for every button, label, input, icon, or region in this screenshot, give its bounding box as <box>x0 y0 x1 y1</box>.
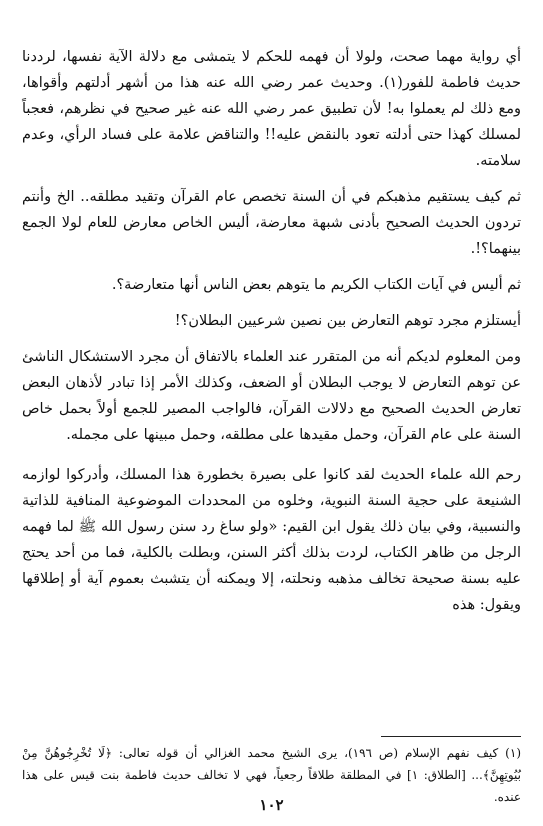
paragraph-3: ثم أليس في آيات الكتاب الكريم ما يتوهم بعض الناس أنها متعارضة؟. <box>111 277 521 293</box>
paragraph-6: رحم الله علماء الحديث لقد كانوا على بصيرة بخطورة هذا المسلك، وأدركوا لوازمه الشنيعة على حجية السنة النبوية، وخلوه من المحددات الموضوعية المنافية للذاتية والنسبية، وفي بيان ذلك يقول ابن القيم: «ولو ساغ رد سنن رسول الله ﷺ لما فهمه الرجل من ظاهر الكتاب، لردت بذلك أكثر السنن، وبطلت بالكلية، فما من أحد يحتج عليه بسنة صحيحة تخالف مذهبه ونحلته، إلا ويمكنه أن يتشبث بعموم آية أو إطلاقها ويقول: هذه <box>22 467 521 613</box>
paragraph-2: ثم كيف يستقيم مذهبكم في أن السنة تخصص عام القرآن وتقيد مطلقه.. الخ وأنتم تردون الحديث الصحيح بأدنى شبهة معارضة، أليس الخاص معارض للعام لولا الجمع بينهما؟!. <box>22 189 521 257</box>
paragraph-4: أيستلزم مجرد توهم التعارض بين نصين شرعيين البطلان؟! <box>174 313 521 329</box>
footnote-divider <box>381 736 521 737</box>
page-number: ١٠٢ <box>259 796 284 814</box>
paragraph-1: أي رواية مهما صحت، ولولا أن فهمه للحكم لا يتمشى مع دلالة الآية نفسها، لرددنا حديث فاطمة للفور(١). وحديث عمر رضي الله عنه هذا من أشهر أدلتهم وأقواها، ومع ذلك لم يعملوا به! لأن تطبيق عمر رضي الله عنه غير صحيح في نظرهم، فعجباً لمسلك كهذا حتى أدلته تعود بالنقض عليه!! والتناقض علامة على فساد الرأي، وعدم سلامته. <box>22 49 521 169</box>
paragraph-5: ومن المعلوم لديكم أنه من المتقرر عند العلماء بالاتفاق أن مجرد الاستشكال الناشئ عن توهم التعارض لا يوجب البطلان أو الضعف، وكذلك الأمر إذا تبادر لأذهان البعض تعارض الحديث الصحيح مع دلالات القرآن، فالواجب المصير للجمع أولاً بحمل خاص السنة على عام القرآن، وحمل مقيدها على مطلقه، وحمل مبينها على مجمله. <box>22 349 521 443</box>
page-body <box>22 44 521 618</box>
footnote: (١) كيف نفهم الإسلام (ص ١٩٦)، يرى الشيخ محمد الغزالي أن قوله تعالى: ﴿لَا تُخْرِجُوهُنَّ مِنْ بُيُوتِهِنَّ﴾... [الطلاق: ١] في المطلقة طلاقاً رجعياً، فهي لا تخالف حديث فاطمة بنت قيس على هذا عنده. <box>22 746 521 804</box>
